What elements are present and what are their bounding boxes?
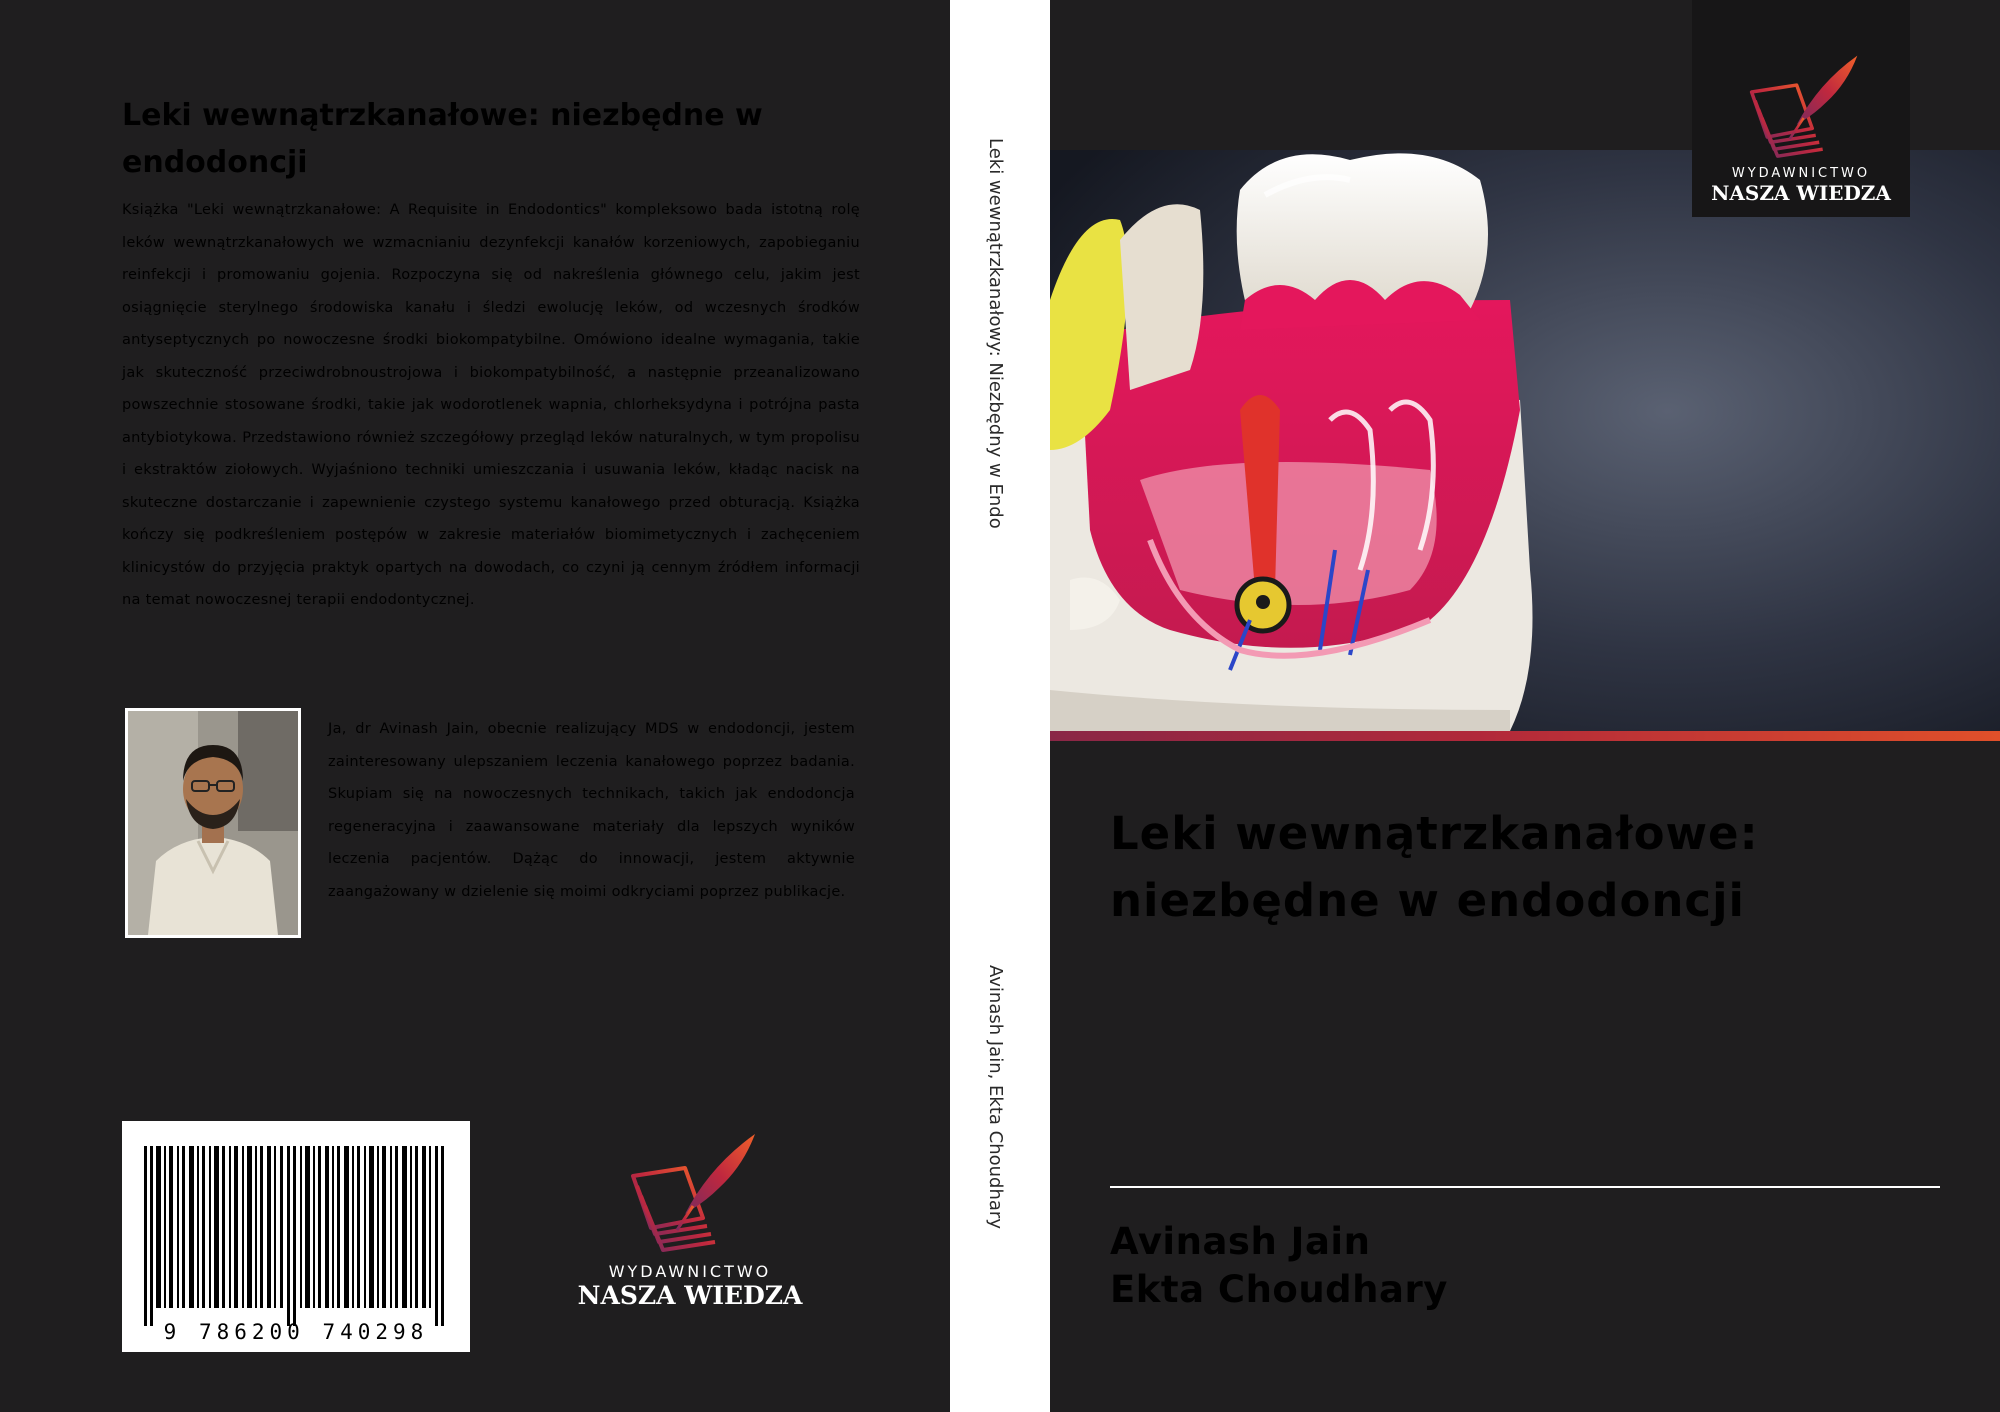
front-title-line-1: Leki wewnątrzkanałowe: xyxy=(1110,807,1759,860)
book-quill-icon xyxy=(615,1126,765,1256)
publisher-label-big: NASZA WIEDZA xyxy=(577,1281,803,1310)
back-cover-blurb: Książka "Leki wewnątrzkanałowe: A Requisite in Endodontics" kompleksowo bada istotną rolę leków wewnątrzkanałowych we wzmacnianiu dezynfekcji kanałów korzeniowych, zapobieganiu reinfekcji i promowaniu gojenia. Rozpoczyna się od nakreślenia głównego celu, jakim jest osiągnięcie sterylnego środowiska kanału i śledzi ewolucję leków, od wczesnych środków antyseptycznych po nowoczesne środki biokompatybilne. Omówiono idealne wymagania, takie jak skuteczność przeciwdrobnoustrojowa i biokompatybilność, a następnie przeanalizowano powszechnie stosowane środki, takie jak wodorotlenek wapnia, chlorheksydyna i potrójna pasta antybiotykowa. Przedstawiono również szczegółowy przegląd leków naturalnych, w tym propolisu i ekstraktów ziołowych. Wyjaśniono techniki umieszczania i usuwania leków, kładąc nacisk na skuteczne dostarczanie i zapewnienie czystego systemu kanałowego przed obturacją. Książka kończy się podkreśleniem postępów w zakresie materiałów biomimetycznych i zachęceniem klinicystów do przyjęcia praktyk opartych na dowodach, co czyni ją cennym źródłem informacji na temat nowoczesnej terapii endodontycznej. xyxy=(122,202,860,608)
publisher-label-small: WYDAWNICTWO xyxy=(608,1262,772,1281)
back-publisher-logo xyxy=(570,1126,810,1310)
spine-authors: Avinash Jain, Ekta Choudhary xyxy=(985,965,1006,1229)
front-cover-authors xyxy=(1110,1218,1448,1314)
front-publisher-logo xyxy=(1692,48,1910,205)
publisher-label-small: WYDAWNICTWO xyxy=(1731,166,1871,181)
front-cover-rule xyxy=(1110,1186,1940,1188)
book-quill-icon xyxy=(1736,48,1866,162)
barcode-bars xyxy=(122,1121,470,1352)
author-photo xyxy=(125,708,301,938)
publisher-label-big: NASZA WIEDZA xyxy=(1711,181,1891,205)
front-title-line-2: niezbędne w endodoncji xyxy=(1110,874,1745,927)
spine-title: Leki wewnątrzkanałowy: Niezbędny w Endo xyxy=(985,138,1006,529)
front-cover-title xyxy=(1110,800,1930,934)
back-cover-title: Leki wewnątrzkanałowe: niezbędne w endodoncji xyxy=(122,98,763,180)
cover-accent-stripe xyxy=(1050,731,2000,741)
author-bio: Ja, dr Avinash Jain, obecnie realizujący MDS w endodoncji, jestem zainteresowany ulepszaniem leczenia kanałowego poprzez badania. Skupiam się na nowoczesnych technikach, takich jak endodoncja regeneracyjna i zaawansowane materiały dla lepszych wyników leczenia pacjentów. Dążąc do innowacji, jestem aktywnie zaangażowany w dzielenie się moimi odkryciami poprzez publikacje. xyxy=(328,721,855,900)
author-name-2: Ekta Choudhary xyxy=(1110,1268,1448,1311)
cover-dental-model-image xyxy=(1050,150,2000,731)
author-name-1: Avinash Jain xyxy=(1110,1220,1371,1263)
isbn-barcode xyxy=(122,1121,470,1352)
isbn-digits: 9 786200 740298 xyxy=(163,1320,429,1344)
